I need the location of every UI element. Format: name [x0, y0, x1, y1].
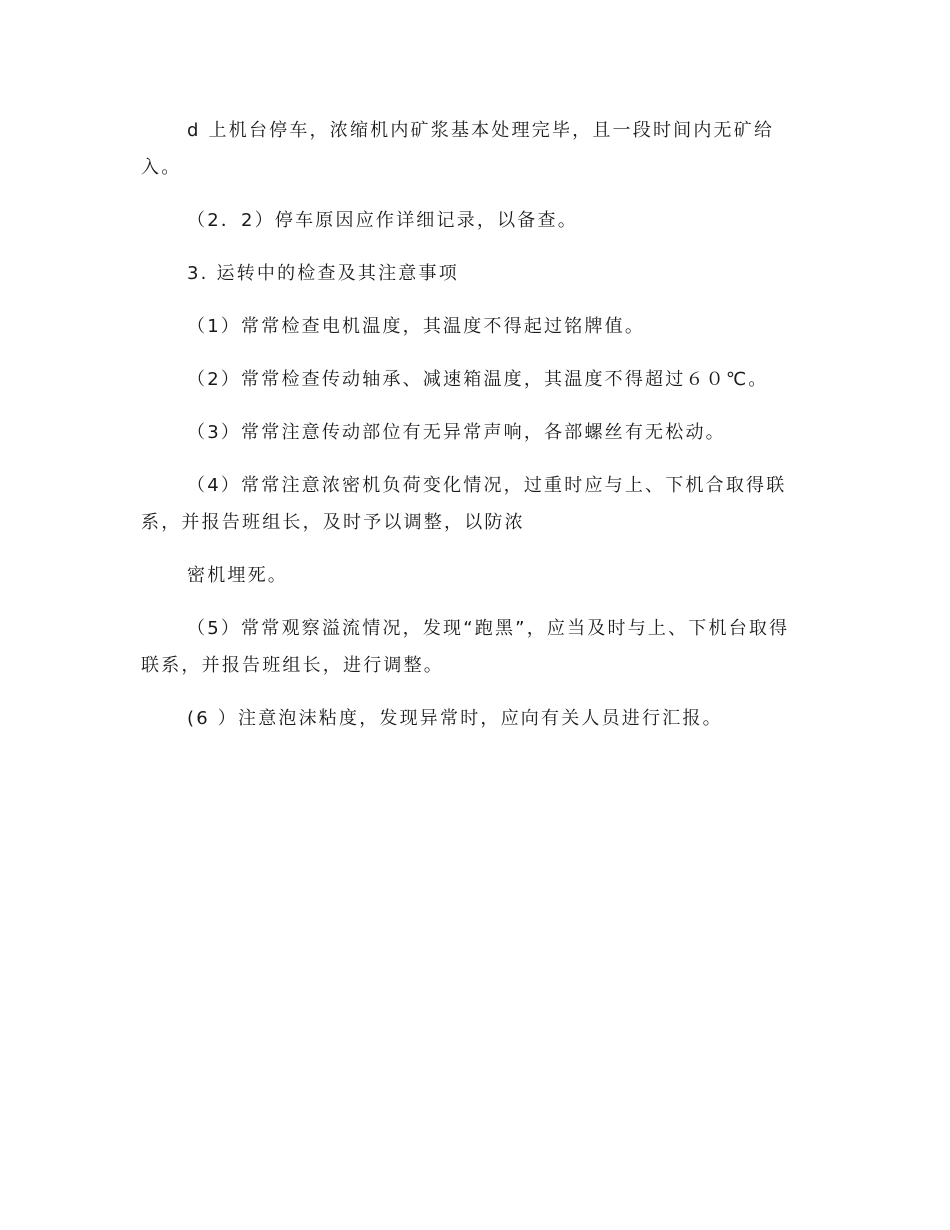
paragraph-gap [141, 541, 806, 557]
document-body [141, 112, 806, 737]
paragraph-check-noise-bolts: （3）常常注意传动部位有无异常声响，各部螺丝有无松动。 [187, 422, 726, 443]
paragraph-check-overflow: （5）常常观察溢流情况，发现“跑黑”，应当及时与上、下机台取得联系，并报告班组长，进行调整。 [141, 618, 790, 676]
paragraph-check-foam-viscosity: (6 ）注意泡沫粘度，发现异常时，应向有关人员进行汇报。 [187, 708, 723, 729]
paragraph-check-motor-temperature: （1）常常检查电机温度，其温度不得起过铭牌值。 [187, 316, 646, 337]
paragraph-shutdown-condition-d: d 上机台停车，浓缩机内矿浆基本处理完毕，且一段时间内无矿给入。 [141, 120, 775, 178]
paragraph-gap [141, 345, 806, 361]
paragraph-gap [141, 684, 806, 700]
paragraph-gap [141, 594, 806, 610]
paragraph-shutdown-record: （2．2）停车原因应作详细记录，以备查。 [187, 210, 578, 231]
section-heading-operation-check: 3. 运转中的检查及其注意事项 [187, 263, 459, 284]
paragraph-check-load-change: （4）常常注意浓密机负荷变化情况，过重时应与上、下机合取得联系，并报告班组长，及时予以调整，以防浓 [141, 475, 787, 533]
paragraph-gap [141, 186, 806, 202]
paragraph-gap [141, 292, 806, 308]
paragraph-check-bearing-temperature: （2）常常检查传动轴承、减速箱温度，其温度不得超过６０℃。 [187, 369, 769, 390]
paragraph-gap [141, 451, 806, 467]
paragraph-load-change-continuation: 密机埋死。 [187, 565, 288, 586]
paragraph-gap [141, 239, 806, 255]
paragraph-gap [141, 398, 806, 414]
